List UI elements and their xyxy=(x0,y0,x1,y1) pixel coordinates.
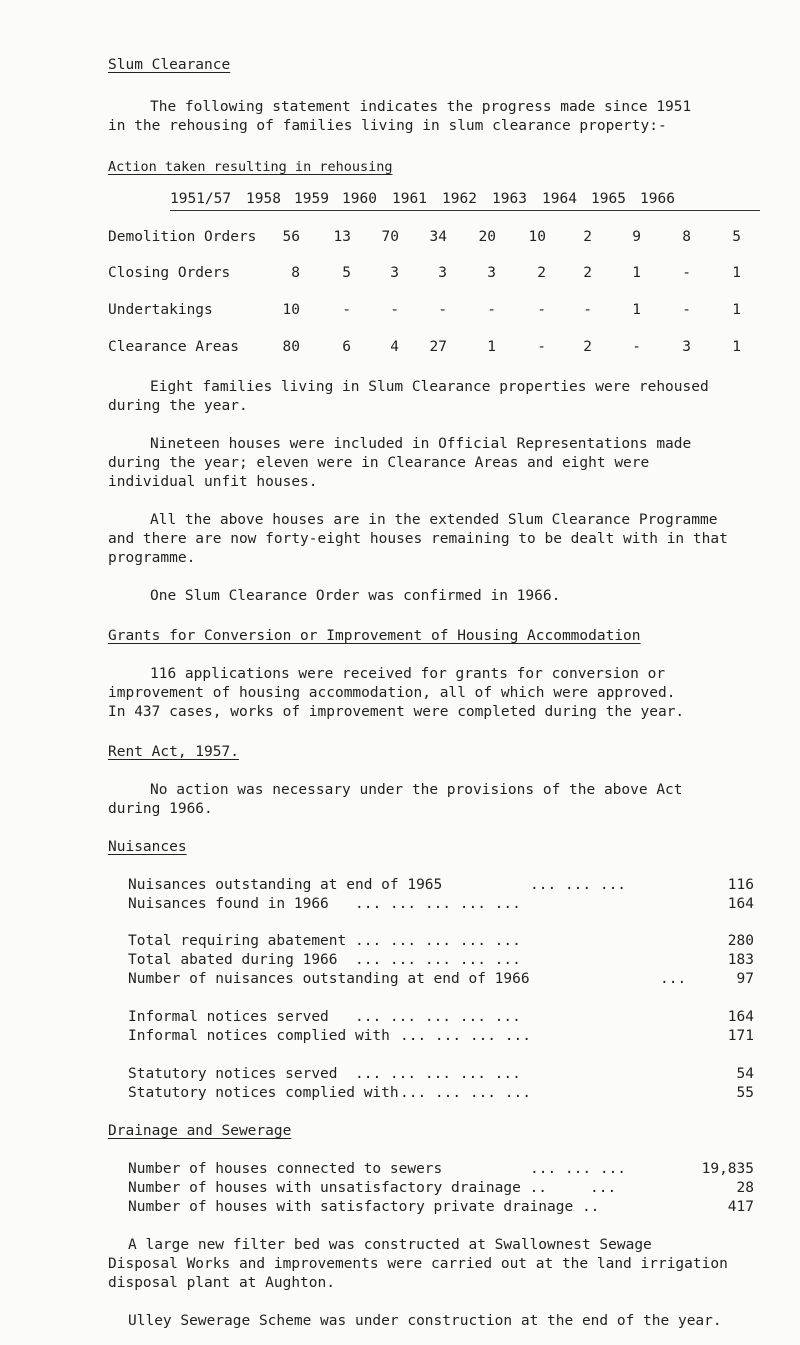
paragraph-line: and there are now forty-eight houses remaining to be dealt with in that xyxy=(108,531,728,547)
table-cell: - xyxy=(682,302,691,318)
item-value: 54 xyxy=(736,1066,754,1082)
table-cell: 1 xyxy=(732,339,741,355)
table-cell: 10 xyxy=(528,229,546,245)
paragraph-line: during the year. xyxy=(108,398,248,414)
table-cell: 4 xyxy=(390,339,399,355)
paragraph-line: Ulley Sewerage Scheme was under construction at the end of the year. xyxy=(128,1313,722,1329)
table-cell: - xyxy=(537,302,546,318)
year-header: 1960 xyxy=(342,191,377,207)
table-cell: - xyxy=(583,302,592,318)
table-cell: 70 xyxy=(381,229,399,245)
leader-dots: ... ... ... ... ... xyxy=(355,896,521,912)
year-header: 1963 xyxy=(492,191,527,207)
item-value: 171 xyxy=(727,1028,754,1044)
item-value: 164 xyxy=(727,1009,754,1025)
item-value: 116 xyxy=(727,877,754,893)
table-cell: 13 xyxy=(333,229,351,245)
year-header: 1958 xyxy=(246,191,281,207)
table-cell: 80 xyxy=(282,339,300,355)
item-label: Total requiring abatement xyxy=(128,933,347,949)
item-value: 28 xyxy=(736,1180,754,1196)
leader-dots: ... ... ... ... xyxy=(400,1085,531,1101)
year-header: 1951/57 xyxy=(170,191,232,207)
item-label: Nuisances found in 1966 xyxy=(128,896,329,912)
paragraph-line: Disposal Works and improvements were carried out at the land irrigation xyxy=(108,1256,728,1272)
paragraph-line: Nineteen houses were included in Official Representations made xyxy=(150,436,692,452)
table-cell: 3 xyxy=(438,265,447,281)
paragraph-line: In 437 cases, works of improvement were completed during the year. xyxy=(108,704,685,720)
table-cell: 2 xyxy=(537,265,546,281)
row-label: Demolition Orders xyxy=(108,229,257,245)
table-cell: 1 xyxy=(632,265,641,281)
table-cell: - xyxy=(537,339,546,355)
paragraph-line: during 1966. xyxy=(108,801,213,817)
paragraph-line: All the above houses are in the extended Slum Clearance Programme xyxy=(150,512,718,528)
paragraph-line: individual unfit houses. xyxy=(108,474,318,490)
paragraph-line: Eight families living in Slum Clearance properties were rehoused xyxy=(150,379,709,395)
item-label: Nuisances outstanding at end of 1965 xyxy=(128,877,443,893)
item-label: Informal notices complied with xyxy=(128,1028,390,1044)
year-header: 1959 xyxy=(294,191,329,207)
table-cell: 9 xyxy=(632,229,641,245)
leader-dots: ... ... ... ... xyxy=(400,1028,531,1044)
table-cell: 2 xyxy=(583,229,592,245)
row-label: Undertakings xyxy=(108,302,213,318)
year-header: 1966 xyxy=(640,191,675,207)
leader-dots: ... ... ... xyxy=(530,1161,627,1177)
paragraph-line: A large new filter bed was constructed at Swallownest Sewage xyxy=(128,1237,652,1253)
year-header: 1962 xyxy=(442,191,477,207)
item-value: 183 xyxy=(727,952,754,968)
table-cell: 1 xyxy=(487,339,496,355)
table-cell: 3 xyxy=(487,265,496,281)
row-label: Closing Orders xyxy=(108,265,231,281)
table-cell: 2 xyxy=(583,265,592,281)
table-cell: 3 xyxy=(682,339,691,355)
year-header-row xyxy=(170,190,760,211)
item-value: 417 xyxy=(727,1199,754,1215)
table-cell: 10 xyxy=(282,302,300,318)
item-label: Number of houses with satisfactory private drainage .. xyxy=(128,1199,600,1215)
table-cell: 1 xyxy=(732,265,741,281)
table-cell: - xyxy=(390,302,399,318)
row-label: Clearance Areas xyxy=(108,339,239,355)
paragraph-line: programme. xyxy=(108,550,196,566)
item-label: Statutory notices complied with xyxy=(128,1085,399,1101)
leader-dots: ... ... ... ... ... xyxy=(355,952,521,968)
paragraph-line: during the year; eleven were in Clearance Areas and eight were xyxy=(108,455,650,471)
leader-dots: ... ... ... ... ... xyxy=(355,1066,521,1082)
year-header: 1961 xyxy=(392,191,427,207)
item-label: Number of houses with unsatisfactory drainage .. xyxy=(128,1180,548,1196)
table-cell: - xyxy=(342,302,351,318)
leader-dots: ... ... ... ... ... xyxy=(355,933,521,949)
item-value: 97 xyxy=(736,971,754,987)
year-header: 1964 xyxy=(542,191,577,207)
paragraph-line: disposal plant at Aughton. xyxy=(108,1275,335,1291)
table-cell: 34 xyxy=(429,229,447,245)
table-cell: 2 xyxy=(583,339,592,355)
item-value: 19,835 xyxy=(701,1161,754,1177)
item-label: Statutory notices served xyxy=(128,1066,338,1082)
table-cell: 3 xyxy=(390,265,399,281)
paragraph-line: 116 applications were received for grants for conversion or xyxy=(150,666,666,682)
table-cell: 8 xyxy=(291,265,300,281)
item-label: Informal notices served xyxy=(128,1009,329,1025)
table-cell: 5 xyxy=(342,265,351,281)
item-value: 164 xyxy=(727,896,754,912)
leader-dots: ... xyxy=(660,971,687,987)
leader-dots: ... xyxy=(590,1180,617,1196)
paragraph-line: One Slum Clearance Order was confirmed in 1966. xyxy=(150,588,561,604)
leader-dots: ... ... ... ... ... xyxy=(355,1009,521,1025)
table-cell: 20 xyxy=(478,229,496,245)
item-label: Number of nuisances outstanding at end of 1966 xyxy=(128,971,530,987)
item-value: 280 xyxy=(727,933,754,949)
leader-dots: ... ... ... xyxy=(530,877,627,893)
table-cell: 56 xyxy=(282,229,300,245)
item-label: Total abated during 1966 xyxy=(128,952,338,968)
table-cell: 1 xyxy=(732,302,741,318)
nuisances-heading: Nuisances xyxy=(108,839,187,855)
intro-line-2: in the rehousing of families living in slum clearance property:- xyxy=(108,118,667,134)
table-cell: 5 xyxy=(732,229,741,245)
table-cell: - xyxy=(632,339,641,355)
table-cell: 8 xyxy=(682,229,691,245)
paragraph-line: improvement of housing accommodation, all of which were approved. xyxy=(108,685,676,701)
item-label: Number of houses connected to sewers xyxy=(128,1161,443,1177)
paragraph-line: No action was necessary under the provisions of the above Act xyxy=(150,782,683,798)
rent-act-heading: Rent Act, 1957. xyxy=(108,744,239,760)
slum-clearance-heading: Slum Clearance xyxy=(108,57,231,73)
intro-line-1: The following statement indicates the progress made since 1951 xyxy=(150,99,692,115)
year-header: 1965 xyxy=(591,191,626,207)
table-cell: 1 xyxy=(632,302,641,318)
action-heading: Action taken resulting in rehousing xyxy=(108,159,393,175)
table-cell: - xyxy=(487,302,496,318)
drainage-heading: Drainage and Sewerage xyxy=(108,1123,292,1139)
table-cell: - xyxy=(438,302,447,318)
table-cell: - xyxy=(682,265,691,281)
item-value: 55 xyxy=(736,1085,754,1101)
table-cell: 27 xyxy=(429,339,447,355)
table-cell: 6 xyxy=(342,339,351,355)
grants-heading: Grants for Conversion or Improvement of Housing Accommodation xyxy=(108,628,641,644)
